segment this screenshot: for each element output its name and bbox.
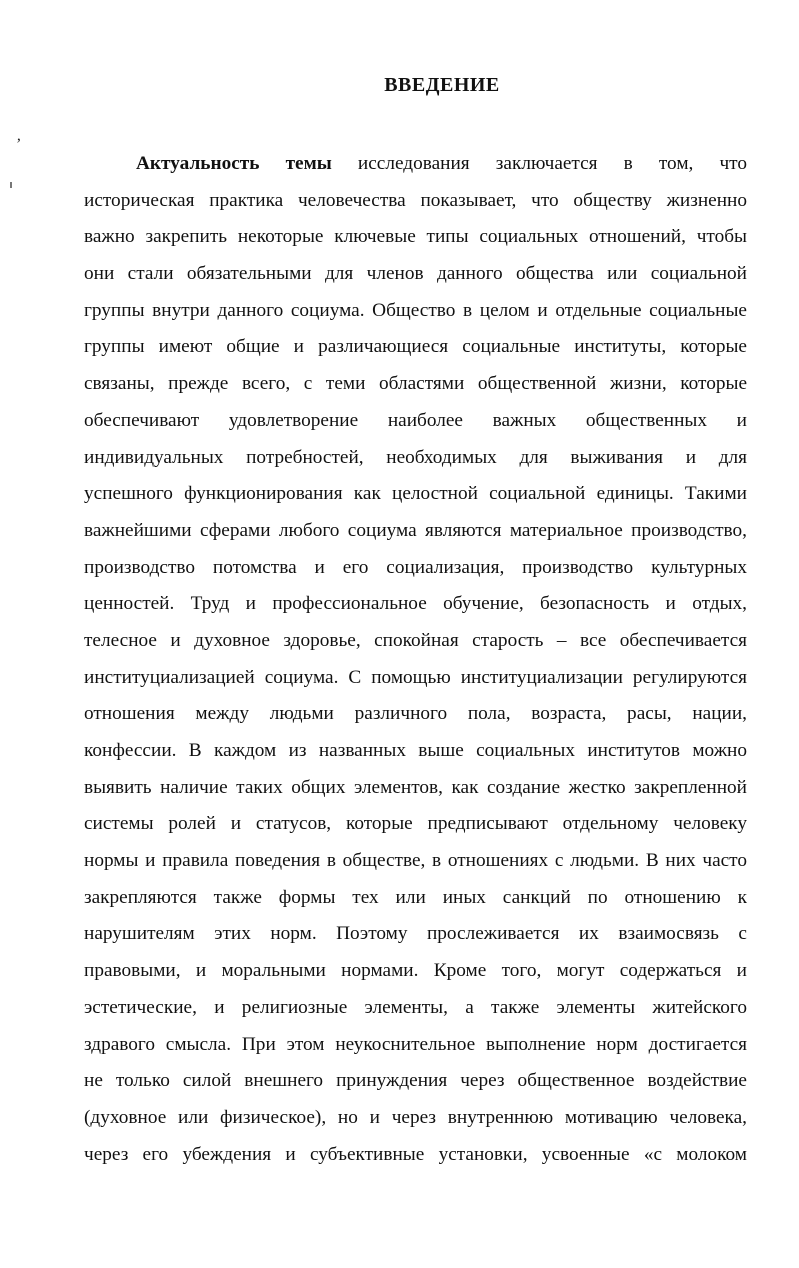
paragraph-line: нарушителям этих норм. Поэтому прослеживается их взаимосвязь с	[84, 923, 747, 945]
scan-artifact-mark: ʼ	[15, 136, 21, 153]
paragraph-line: успешного функционирования как целостной социальной единицы. Такими	[84, 483, 747, 505]
paragraph-line: ценностей. Труд и профессиональное обучение, безопасность и отдых,	[84, 593, 747, 615]
paragraph-line: закрепляются также формы тех или иных санкций по отношению к	[84, 886, 747, 908]
section-heading: ВВЕДЕНИЕ	[384, 74, 500, 96]
paragraph-line: через его убеждения и субъективные установки, усвоенные «с молоком	[84, 1143, 747, 1165]
paragraph-line: индивидуальных потребностей, необходимых для выживания и для	[84, 446, 747, 468]
paragraph-line: выявить наличие таких общих элементов, как создание жестко закрепленной	[84, 776, 747, 798]
paragraph-line: здравого смысла. При этом неукоснительное выполнение норм достигается	[84, 1033, 747, 1055]
paragraph-line: историческая практика человечества показывает, что обществу жизненно	[84, 189, 747, 211]
body-paragraph	[84, 146, 747, 1173]
paragraph-lines	[84, 183, 747, 1174]
paragraph-line: связаны, прежде всего, с теми областями общественной жизни, которые	[84, 373, 747, 395]
line-rest: исследования заключается в том, что	[331, 153, 747, 174]
paragraph-line: правовыми, и моральными нормами. Кроме того, могут содержаться и	[84, 960, 747, 982]
paragraph-line: важно закрепить некоторые ключевые типы социальных отношений, чтобы	[84, 226, 747, 248]
paragraph-line: не только силой внешнего принуждения через общественное воздействие	[84, 1070, 747, 1092]
paragraph-line: производство потомства и его социализация, производство культурных	[84, 556, 747, 578]
paragraph-line: нормы и правила поведения в обществе, в отношениях с людьми. В них часто	[84, 850, 747, 872]
scan-artifact-dot	[10, 182, 12, 188]
paragraph-line: обеспечивают удовлетворение наиболее важных общественных и	[84, 409, 747, 431]
paragraph-line: эстетические, и религиозные элементы, а также элементы житейского	[84, 996, 747, 1018]
paragraph-line: системы ролей и статусов, которые предписывают отдельному человеку	[84, 813, 747, 835]
paragraph-line: они стали обязательными для членов данного общества или социальной	[84, 263, 747, 285]
paragraph-line: (духовное или физическое), но и через внутреннюю мотивацию человека,	[84, 1106, 747, 1128]
paragraph-line	[84, 146, 747, 183]
paragraph-line: конфессии. В каждом из названных выше социальных институтов можно	[84, 740, 747, 761]
paragraph-line: телесное и духовное здоровье, спокойная старость – все обеспечивается	[84, 629, 747, 651]
paragraph-line: важнейшими сферами любого социума являются материальное производство,	[84, 519, 747, 541]
paragraph-line: институциализацией социума. С помощью институциализации регулируются	[84, 666, 747, 688]
bold-term: Актуальность темы	[136, 153, 332, 174]
paragraph-line: группы внутри данного социума. Общество в целом и отдельные социальные	[84, 299, 747, 321]
paragraph-line: группы имеют общие и различающиеся социальные институты, которые	[84, 336, 747, 358]
paragraph-line: отношения между людьми различного пола, возраста, расы, нации,	[84, 703, 747, 725]
